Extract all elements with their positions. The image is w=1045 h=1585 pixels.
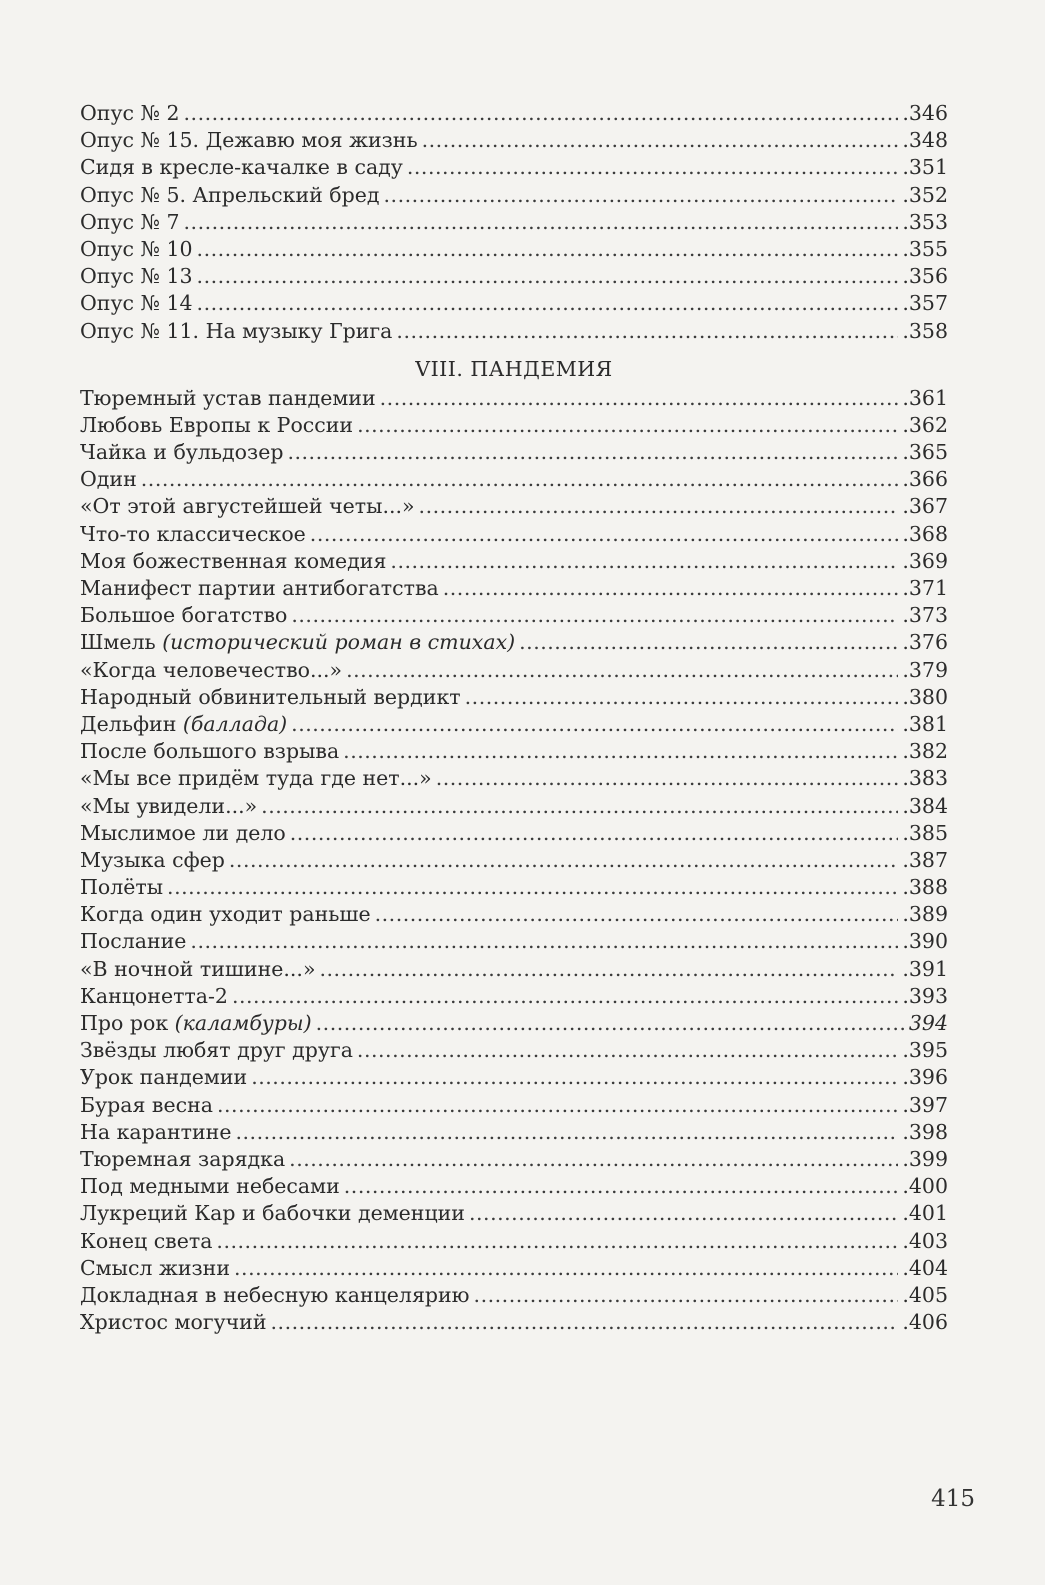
dot-leader <box>217 1092 898 1119</box>
toc-entry-title-text: Опус № 5. Апрельский бред <box>80 182 380 207</box>
toc-entry <box>80 1037 948 1064</box>
toc-entry-page: .351 <box>902 155 948 180</box>
toc-entry-title-text: Сидя в кресле-качалке в саду <box>80 155 403 180</box>
toc-entry-title-text: Чайка и бульдозер <box>80 440 284 465</box>
toc-entry-title-text: Опус № 10 <box>80 236 193 261</box>
dot-leader <box>229 847 898 874</box>
toc-entry-page: .348 <box>902 128 948 153</box>
table-of-contents <box>80 100 948 1336</box>
toc-entry-page: .405 <box>902 1282 948 1307</box>
dot-leader <box>344 1173 899 1200</box>
toc-entry-title-text: Шмель <box>80 630 156 655</box>
toc-entry <box>80 290 948 317</box>
dot-leader <box>407 154 898 181</box>
toc-entry-title <box>80 466 137 493</box>
toc-entry-page: .371 <box>902 576 948 600</box>
toc-entry-title <box>80 847 225 874</box>
toc-entry-page: .393 <box>902 983 948 1008</box>
toc-entry-title <box>80 901 371 928</box>
toc-entry <box>80 1146 948 1173</box>
toc-entry-title-text: Опус № 11. На музыку Грига <box>80 318 393 343</box>
dot-leader <box>197 236 899 263</box>
toc-entry-title <box>80 521 306 548</box>
toc-entry-title <box>80 874 163 901</box>
toc-entry <box>80 657 948 684</box>
toc-entry-title-text: Смысл жизни <box>80 1255 230 1280</box>
toc-entry <box>80 928 948 955</box>
toc-entry-title <box>80 575 439 602</box>
dot-leader <box>419 493 899 520</box>
toc-entry-page: .381 <box>902 711 948 736</box>
dot-leader <box>474 1282 899 1309</box>
toc-entry-title-text: Опус № 14 <box>80 291 193 316</box>
toc-entry-page: .406 <box>902 1310 948 1335</box>
toc-entry-title-text: Один <box>80 467 137 492</box>
dot-leader <box>289 1146 898 1173</box>
toc-entry-title-text: Послание <box>80 929 187 954</box>
toc-entry-title-text: Что-то классическое <box>80 521 306 546</box>
toc-entry-page: .355 <box>902 236 948 261</box>
toc-entry-title-text: Опус № 7 <box>80 209 180 234</box>
toc-entry-title-text: После большого взрыва <box>80 739 340 764</box>
toc-entry-title <box>80 1255 230 1282</box>
toc-entry <box>80 493 948 520</box>
toc-entry-title-text: На карантине <box>80 1119 232 1144</box>
toc-entry-title <box>80 820 286 847</box>
toc-entry-subtitle: (исторический роман в стихах) <box>162 630 516 655</box>
toc-entry <box>80 263 948 290</box>
toc-entry-title <box>80 1092 213 1119</box>
toc-entry-title-text: Мыслимое ли дело <box>80 820 286 845</box>
toc-entry-page: .376 <box>902 630 948 655</box>
toc-entry-title-text: Моя божественная комедия <box>80 548 387 573</box>
toc-entry-title <box>80 1282 470 1309</box>
toc-entry <box>80 439 948 466</box>
dot-leader <box>234 1255 898 1282</box>
toc-entry-title <box>80 100 180 127</box>
toc-entry <box>80 154 948 181</box>
toc-entry <box>80 1309 948 1336</box>
toc-entry-page: .397 <box>902 1092 948 1117</box>
toc-entry-page: .361 <box>902 385 948 410</box>
dot-leader <box>375 901 899 928</box>
toc-entry-title-text: Тюремный устав пандемии <box>80 385 376 410</box>
dot-leader <box>443 575 899 602</box>
toc-entry-page: .365 <box>902 440 948 465</box>
toc-entry-title-text: Когда один уходит раньше <box>80 902 371 927</box>
toc-entry-title <box>80 738 339 765</box>
dot-leader <box>390 548 898 575</box>
dot-leader <box>141 466 899 493</box>
toc-entry-title-text: Народный обвинительный вердикт <box>80 684 461 709</box>
toc-entry <box>80 209 948 236</box>
dot-leader <box>287 439 898 466</box>
dot-leader <box>167 874 898 901</box>
toc-entry <box>80 127 948 154</box>
dot-leader <box>310 521 899 548</box>
toc-entry-page: .366 <box>902 467 948 492</box>
toc-entry-page: .391 <box>902 956 948 981</box>
dot-leader <box>384 182 899 209</box>
toc-entry-page: .384 <box>902 793 948 818</box>
toc-entry-page: .380 <box>902 684 948 709</box>
dot-leader <box>465 684 899 711</box>
toc-entry <box>80 711 948 738</box>
toc-entry-title <box>80 290 193 317</box>
toc-entry-title <box>80 711 287 738</box>
toc-entry <box>80 956 948 983</box>
toc-entry-title <box>80 793 257 820</box>
dot-leader <box>519 629 898 656</box>
toc-entry-title <box>80 602 287 629</box>
dot-leader <box>290 820 899 847</box>
toc-entry-title-text: Бурая весна <box>80 1092 213 1117</box>
toc-entry <box>80 1010 948 1037</box>
toc-entry-page: .390 <box>902 929 948 954</box>
toc-entry-title-text: Дельфин <box>80 711 177 736</box>
toc-entry-title <box>80 154 403 181</box>
toc-entry-title <box>80 1309 267 1336</box>
toc-entry-page: .398 <box>902 1119 948 1144</box>
toc-entry <box>80 820 948 847</box>
toc-entry-title <box>80 684 461 711</box>
toc-entry-page: .403 <box>902 1228 948 1253</box>
toc-entry-page: .362 <box>902 412 948 437</box>
toc-entry-title <box>80 1119 231 1146</box>
dot-leader <box>235 1119 898 1146</box>
toc-entry-title <box>80 629 515 656</box>
toc-entry <box>80 1092 948 1119</box>
toc-entry-page: .388 <box>902 875 948 900</box>
toc-entry <box>80 684 948 711</box>
toc-entry-page: .395 <box>902 1038 948 1063</box>
toc-entry <box>80 1228 948 1255</box>
dot-leader <box>396 318 898 345</box>
toc-entry-title-text: «От этой августейшей четы...» <box>80 494 415 519</box>
toc-entry-page: .367 <box>902 494 948 519</box>
dot-leader <box>436 765 899 792</box>
dot-leader <box>316 1010 905 1037</box>
toc-entry-title-text: Конец света <box>80 1228 213 1253</box>
dot-leader <box>197 290 899 317</box>
toc-entry-page: .368 <box>902 521 948 546</box>
toc-entry-page: .346 <box>902 101 948 125</box>
toc-entry <box>80 318 948 345</box>
dot-leader <box>251 1064 898 1091</box>
toc-entry <box>80 901 948 928</box>
toc-entry-subtitle: (баллада) <box>182 711 288 736</box>
toc-entry <box>80 466 948 493</box>
toc-entry-title <box>80 1146 285 1173</box>
dot-leader <box>357 1037 898 1064</box>
toc-entry-page: .382 <box>902 739 948 764</box>
toc-entry-title <box>80 263 193 290</box>
dot-leader <box>291 711 898 738</box>
toc-entry-title-text: Музыка сфер <box>80 847 225 872</box>
toc-entry <box>80 1173 948 1200</box>
toc-entry-title-text: «Мы все придём туда где нет...» <box>80 766 432 791</box>
toc-entry-page: .400 <box>902 1174 948 1199</box>
dot-leader <box>232 983 898 1010</box>
toc-entry <box>80 738 948 765</box>
toc-entry <box>80 629 948 656</box>
toc-entry <box>80 521 948 548</box>
toc-entry-page: .357 <box>902 291 948 316</box>
toc-entry <box>80 548 948 575</box>
toc-entry-title <box>80 127 418 154</box>
toc-entry-title-text: Полёты <box>80 875 164 900</box>
dot-leader <box>197 263 899 290</box>
toc-entry-title <box>80 182 380 209</box>
dot-leader <box>184 100 899 127</box>
toc-entry-title <box>80 928 186 955</box>
dot-leader <box>190 928 898 955</box>
toc-entry <box>80 765 948 792</box>
toc-entry <box>80 847 948 874</box>
toc-entry-title <box>80 1010 312 1037</box>
dot-leader <box>357 412 898 439</box>
section-heading: VIII. ПАНДЕМИЯ <box>415 356 613 381</box>
toc-entry <box>80 1064 948 1091</box>
toc-entry <box>80 874 948 901</box>
toc-entry-title <box>80 412 353 439</box>
toc-entry-title <box>80 765 432 792</box>
toc-entry-page: .369 <box>902 548 948 573</box>
dot-leader <box>343 738 898 765</box>
dot-leader <box>319 956 898 983</box>
toc-entry-title <box>80 385 376 412</box>
dot-leader <box>346 657 898 684</box>
toc-entry-title <box>80 1173 340 1200</box>
dot-leader <box>216 1228 898 1255</box>
toc-entry-page: 394 <box>908 1011 948 1035</box>
toc-entry-title-text: Урок пандемии <box>80 1065 248 1090</box>
toc-entry <box>80 575 948 602</box>
toc-entry-page: .399 <box>902 1146 948 1171</box>
toc-entry-page: .353 <box>902 209 948 234</box>
toc-entry-title <box>80 983 228 1010</box>
toc-entry <box>80 182 948 209</box>
toc-entry-title-text: Манифест партии антибогатства <box>80 576 439 600</box>
toc-entry-page: .379 <box>902 657 948 682</box>
toc-entry-title <box>80 1200 465 1227</box>
dot-leader <box>261 793 898 820</box>
toc-entry-title <box>80 493 415 520</box>
toc-entry-title-text: Любовь Европы к России <box>80 412 354 437</box>
toc-entry-title-text: Большое богатство <box>80 603 288 628</box>
toc-entry-title-text: Христос могучий <box>80 1310 267 1335</box>
dot-leader <box>184 209 899 236</box>
toc-group-opus <box>80 100 948 345</box>
toc-entry <box>80 1282 948 1309</box>
toc-entry <box>80 1119 948 1146</box>
toc-entry-page: .389 <box>902 902 948 927</box>
toc-entry-page: .356 <box>902 264 948 289</box>
toc-entry-page: .396 <box>902 1065 948 1090</box>
toc-entry-page: .385 <box>902 820 948 845</box>
toc-entry <box>80 385 948 412</box>
toc-entry-title <box>80 1064 247 1091</box>
toc-entry <box>80 602 948 629</box>
toc-entry <box>80 1255 948 1282</box>
toc-entry-title-text: Про рок <box>80 1011 169 1035</box>
toc-entry-page: .387 <box>902 847 948 872</box>
toc-entry <box>80 236 948 263</box>
toc-entry-title-text: Канцонетта-2 <box>80 983 228 1008</box>
toc-entry-page: .373 <box>902 603 948 628</box>
toc-entry-title <box>80 1037 353 1064</box>
toc-entry-title-text: Опус № 2 <box>80 101 180 125</box>
toc-entry-page: .352 <box>902 182 948 207</box>
page-number: 415 <box>931 1486 975 1512</box>
toc-entry-title-text: Опус № 15. Дежавю моя жизнь <box>80 128 418 153</box>
dot-leader <box>271 1309 899 1336</box>
toc-entry <box>80 100 948 127</box>
dot-leader <box>469 1200 898 1227</box>
toc-entry-title <box>80 657 342 684</box>
toc-entry-title <box>80 956 315 983</box>
toc-entry-title <box>80 209 180 236</box>
toc-entry-subtitle: (каламбуры) <box>174 1011 312 1035</box>
toc-entry <box>80 793 948 820</box>
dot-leader <box>422 127 899 154</box>
toc-entry-title-text: Тюремная зарядка <box>80 1146 286 1171</box>
toc-entry-title <box>80 236 193 263</box>
toc-entry-title-text: Звёзды любят друг друга <box>80 1038 353 1063</box>
dot-leader <box>380 385 899 412</box>
toc-entry-page: .358 <box>902 318 948 343</box>
toc-entry-title-text: «В ночной тишине...» <box>80 956 316 981</box>
toc-entry <box>80 1200 948 1227</box>
toc-entry-title <box>80 318 392 345</box>
toc-entry-title <box>80 548 386 575</box>
toc-entry-page: .383 <box>902 766 948 791</box>
toc-entry-title-text: «Мы увидели...» <box>80 793 258 818</box>
toc-entry-title-text: Под медными небесами <box>80 1174 340 1199</box>
toc-entry-page: .404 <box>902 1255 948 1280</box>
toc-entry-title-text: Опус № 13 <box>80 264 193 289</box>
toc-group-pandemic <box>80 385 948 1337</box>
toc-entry-title-text: Лукреций Кар и бабочки деменции <box>80 1201 465 1226</box>
toc-entry-title-text: Докладная в небесную канцелярию <box>80 1282 470 1307</box>
dot-leader <box>291 602 898 629</box>
toc-entry-title <box>80 1228 212 1255</box>
toc-entry-page: .401 <box>902 1201 948 1226</box>
toc-entry <box>80 412 948 439</box>
toc-entry-title <box>80 439 283 466</box>
toc-entry <box>80 983 948 1010</box>
toc-entry-title-text: «Когда человечество...» <box>80 657 343 682</box>
